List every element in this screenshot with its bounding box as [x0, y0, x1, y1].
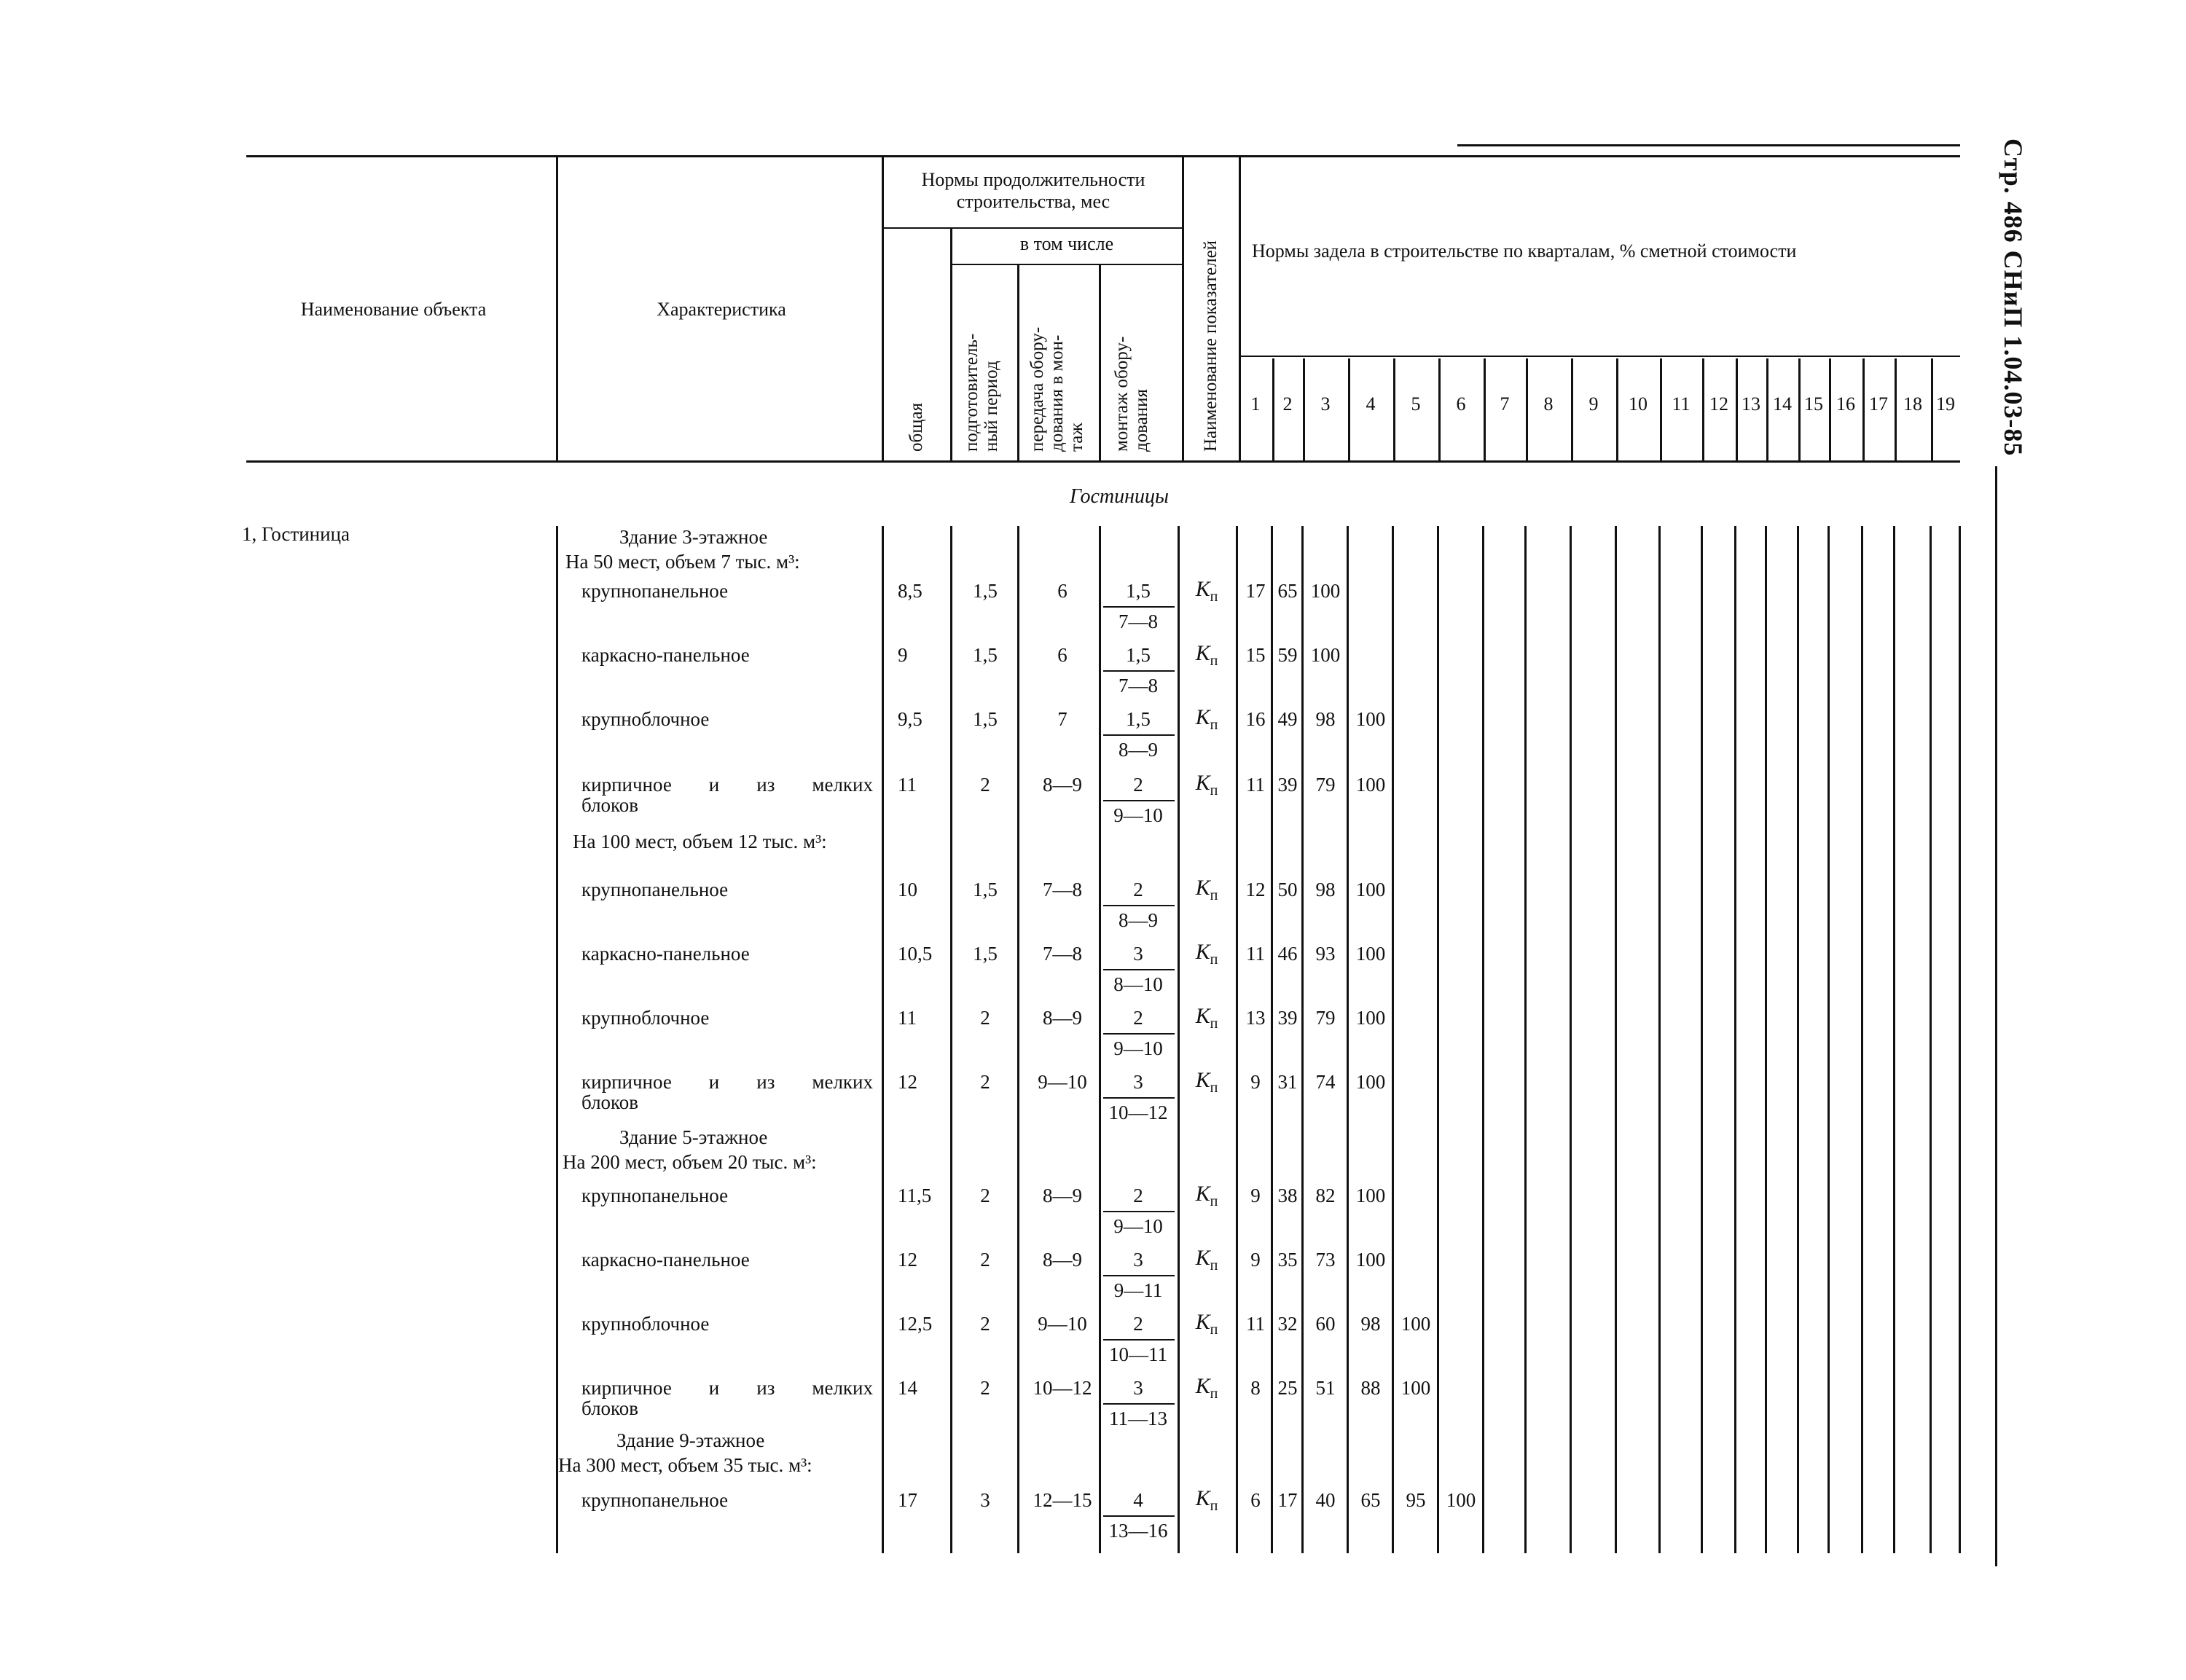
object-name: 1, Гостиница: [242, 523, 350, 545]
quarter-body-line: [1347, 526, 1349, 1553]
quarter-header-15: 15: [1804, 393, 1823, 415]
quarter-header-8: 8: [1543, 393, 1554, 415]
quarter-value: 11: [1246, 943, 1265, 965]
header-col-line: [1017, 265, 1019, 460]
row-install-range: 9—11: [1113, 1279, 1163, 1301]
row-total: 11: [898, 1007, 917, 1029]
row-install: 3: [1133, 943, 1143, 965]
quarter-value: 98: [1315, 879, 1336, 900]
header-equipment-install: монтаж обору- дования: [1112, 336, 1151, 452]
quarter-value: 39: [1277, 1007, 1298, 1029]
row-preparatory: 3: [980, 1489, 990, 1511]
header-col-line: [1239, 157, 1241, 460]
install-fraction-line: [1103, 969, 1175, 970]
row-total: 9,5: [898, 708, 922, 730]
indicator-letter: К: [1195, 577, 1210, 601]
row-install-range: 9—10: [1113, 1215, 1163, 1237]
indicator-letter: К: [1195, 1374, 1210, 1398]
row-indicator: [1196, 1182, 1218, 1210]
quarter-body-line: [1301, 526, 1304, 1553]
group-label: Здание 5-этажное: [619, 1126, 768, 1148]
quarter-value: 49: [1277, 708, 1298, 730]
row-indicator: [1196, 876, 1218, 904]
quarter-header-line: [1616, 358, 1618, 460]
quarter-body-line: [1930, 526, 1932, 1553]
quarter-value: 12: [1245, 879, 1266, 900]
indicator-subscript: п: [1210, 1498, 1218, 1514]
row-preparatory: 2: [980, 1249, 990, 1271]
row-preparatory: 1,5: [973, 708, 998, 730]
quarter-value: 35: [1277, 1249, 1298, 1271]
quarter-header-line: [1272, 358, 1274, 460]
row-name: крупноблочное: [581, 1313, 710, 1335]
row-preparatory: 2: [980, 1313, 990, 1335]
row-preparatory: 2: [980, 1007, 990, 1029]
install-fraction-line: [1103, 606, 1175, 608]
install-fraction-line: [1103, 734, 1175, 736]
row-total: 14: [898, 1377, 917, 1399]
row-indicator: [1196, 771, 1218, 799]
body-col-line: [556, 526, 558, 1553]
header-col-line: [1099, 265, 1101, 460]
row-name: кирпичное и из мелких: [581, 1071, 873, 1093]
row-indicator: [1196, 641, 1218, 670]
indicator-subscript: п: [1210, 782, 1218, 798]
quarter-value: 9: [1250, 1249, 1261, 1271]
header-total: общая: [906, 402, 926, 452]
row-indicator: [1196, 577, 1218, 605]
quarter-header-line: [1736, 358, 1738, 460]
row-install-range: 13—16: [1108, 1520, 1168, 1542]
row-indicator: [1196, 705, 1218, 734]
row-total: 8,5: [898, 580, 922, 602]
side-divider: [1995, 466, 1997, 1566]
quarter-value: 25: [1277, 1377, 1298, 1399]
row-name: крупноблочное: [581, 708, 710, 730]
backlog-sub-rule: [1239, 356, 1960, 357]
quarter-body-line: [1701, 526, 1703, 1553]
install-fraction-line: [1103, 1403, 1175, 1405]
row-name: крупнопанельное: [581, 580, 729, 602]
row-install-range: 10—12: [1108, 1102, 1168, 1123]
body-col-line: [1017, 526, 1019, 1553]
header-top-rule: [246, 155, 1960, 157]
quarter-header-3: 3: [1320, 393, 1331, 415]
row-preparatory: 2: [980, 774, 990, 796]
group-label: Здание 9-этажное: [616, 1429, 765, 1451]
install-fraction-line: [1103, 800, 1175, 801]
quarter-header-line: [1931, 358, 1933, 460]
row-name-continued: блоков: [581, 794, 639, 816]
quarter-body-line: [1615, 526, 1617, 1553]
row-preparatory: 2: [980, 1071, 990, 1093]
quarter-value: 46: [1277, 943, 1298, 965]
row-indicator: [1196, 1004, 1218, 1032]
quarter-value: 100: [1355, 1185, 1386, 1206]
row-transfer: 8—9: [1043, 1007, 1082, 1029]
quarter-header-16: 16: [1836, 393, 1855, 415]
header-object-name: Наименование объекта: [300, 299, 487, 320]
row-transfer: 7—8: [1043, 879, 1082, 900]
row-name: каркасно-панельное: [581, 644, 750, 666]
row-install: 2: [1133, 1185, 1143, 1206]
row-transfer: 7—8: [1043, 943, 1082, 965]
row-transfer: 9—10: [1038, 1071, 1087, 1093]
row-indicator: [1196, 1068, 1218, 1096]
row-name: крупноблочное: [581, 1007, 710, 1029]
indicator-letter: К: [1195, 1310, 1210, 1334]
quarter-body-line: [1827, 526, 1830, 1553]
row-name: каркасно-панельное: [581, 943, 750, 965]
row-total: 12: [898, 1249, 917, 1271]
row-total: 10: [898, 879, 917, 900]
quarter-value: 100: [1400, 1313, 1431, 1335]
quarter-body-line: [1482, 526, 1484, 1553]
row-name: каркасно-панельное: [581, 1249, 750, 1271]
quarter-body-line: [1893, 526, 1895, 1553]
quarter-value: 15: [1245, 644, 1266, 666]
row-install-range: 10—11: [1109, 1343, 1167, 1365]
install-fraction-line: [1103, 1097, 1175, 1099]
quarter-header-line: [1660, 358, 1662, 460]
indicator-letter: К: [1195, 1246, 1210, 1270]
install-fraction-line: [1103, 905, 1175, 906]
quarter-value: 39: [1277, 774, 1298, 796]
row-install-range: 7—8: [1119, 611, 1158, 632]
group-label: На 50 мест, объем 7 тыс. м³:: [565, 551, 800, 573]
indicator-subscript: п: [1210, 887, 1218, 903]
header-equipment-transfer: передача обору- дования в мон- таж: [1027, 326, 1086, 452]
row-transfer: 7: [1057, 708, 1067, 730]
row-transfer: 9—10: [1038, 1313, 1087, 1335]
quarter-body-line: [1437, 526, 1439, 1553]
quarter-header-11: 11: [1672, 393, 1691, 415]
row-total: 12: [898, 1071, 917, 1093]
quarter-header-1: 1: [1250, 393, 1261, 415]
quarter-body-line: [1570, 526, 1572, 1553]
quarter-header-19: 19: [1936, 393, 1955, 415]
quarter-value: 65: [1360, 1489, 1381, 1511]
row-transfer: 8—9: [1043, 1185, 1082, 1206]
row-install-range: 7—8: [1119, 675, 1158, 696]
quarter-body-line: [1734, 526, 1736, 1553]
quarter-value: 9: [1250, 1071, 1261, 1093]
header-col-line: [1182, 157, 1184, 460]
quarter-value: 98: [1360, 1313, 1381, 1335]
indicator-subscript: п: [1210, 717, 1218, 733]
body-col-line: [1236, 526, 1238, 1553]
row-name: кирпичное и из мелких: [581, 774, 873, 796]
install-fraction-line: [1103, 1339, 1175, 1341]
row-install: 3: [1133, 1377, 1143, 1399]
body-col-line: [1099, 526, 1101, 1553]
header-top-rule-right: [1457, 144, 1960, 146]
header-duration-norms: Нормы продолжительности строительства, мес: [921, 169, 1145, 212]
quarter-header-line: [1526, 358, 1528, 460]
row-install-range: 9—10: [1113, 804, 1163, 826]
indicator-letter: К: [1195, 1182, 1210, 1206]
row-install-range: 8—9: [1119, 909, 1158, 931]
row-transfer: 8—9: [1043, 1249, 1082, 1271]
quarter-value: 93: [1315, 943, 1336, 965]
body-col-line: [1178, 526, 1180, 1553]
quarter-value: 60: [1315, 1313, 1336, 1335]
quarter-value: 98: [1315, 708, 1336, 730]
indicator-letter: К: [1195, 1004, 1210, 1028]
install-fraction-line: [1103, 1275, 1175, 1276]
header-indicator-name: Наименование показателей: [1201, 240, 1221, 452]
indicator-letter: К: [1195, 940, 1210, 964]
quarter-body-line: [1271, 526, 1273, 1553]
header-backlog-norms: Нормы задела в строительстве по кварталам, % сметной стоимости: [1252, 240, 1797, 262]
including-sub-rule: [952, 264, 1183, 265]
quarter-value: 82: [1315, 1185, 1336, 1206]
group-label: На 100 мест, объем 12 тыс. м³:: [573, 831, 827, 852]
quarter-body-line: [1861, 526, 1863, 1553]
quarter-header-4: 4: [1366, 393, 1376, 415]
quarter-header-2: 2: [1282, 393, 1293, 415]
quarter-value: 11: [1246, 1313, 1265, 1335]
row-preparatory: 2: [980, 1185, 990, 1206]
row-install: 1,5: [1126, 708, 1151, 730]
quarter-header-line: [1702, 358, 1704, 460]
quarter-header-13: 13: [1742, 393, 1760, 415]
body-col-line: [882, 526, 884, 1553]
quarter-header-line: [1303, 358, 1305, 460]
quarter-value: 51: [1315, 1377, 1336, 1399]
header-preparatory: подготовитель- ный период: [962, 333, 1001, 452]
row-install: 2: [1133, 774, 1143, 796]
row-transfer: 10—12: [1033, 1377, 1092, 1399]
quarter-value: 100: [1355, 879, 1386, 900]
row-install: 1,5: [1126, 580, 1151, 602]
quarter-value: 100: [1355, 1007, 1386, 1029]
quarter-header-6: 6: [1456, 393, 1466, 415]
quarter-value: 59: [1277, 644, 1298, 666]
indicator-subscript: п: [1210, 653, 1218, 669]
quarter-value: 17: [1245, 580, 1266, 602]
indicator-letter: К: [1195, 771, 1210, 795]
row-preparatory: 1,5: [973, 879, 998, 900]
quarter-value: 16: [1245, 708, 1266, 730]
quarter-header-line: [1438, 358, 1441, 460]
quarter-header-5: 5: [1411, 393, 1421, 415]
row-name: кирпичное и из мелких: [581, 1377, 873, 1399]
body-col-line: [950, 526, 952, 1553]
indicator-letter: К: [1195, 641, 1210, 665]
quarter-value: 79: [1315, 774, 1336, 796]
row-indicator: [1196, 1374, 1218, 1402]
row-preparatory: 1,5: [973, 644, 998, 666]
quarter-value: 100: [1355, 774, 1386, 796]
quarter-header-line: [1348, 358, 1350, 460]
indicator-letter: К: [1195, 705, 1210, 729]
quarter-header-line: [1484, 358, 1486, 460]
quarter-value: 100: [1310, 580, 1341, 602]
group-label: На 300 мест, объем 35 тыс. м³:: [558, 1454, 812, 1476]
quarter-value: 95: [1406, 1489, 1426, 1511]
row-install: 2: [1133, 1313, 1143, 1335]
quarter-header-line: [1393, 358, 1395, 460]
quarter-header-12: 12: [1709, 393, 1728, 415]
quarter-value: 40: [1315, 1489, 1336, 1511]
row-transfer: 8—9: [1043, 774, 1082, 796]
row-install: 2: [1133, 1007, 1143, 1029]
install-fraction-line: [1103, 1515, 1175, 1517]
indicator-subscript: п: [1210, 1322, 1218, 1338]
quarter-header-line: [1798, 358, 1801, 460]
quarter-value: 100: [1355, 708, 1386, 730]
indicator-letter: К: [1195, 876, 1210, 900]
quarter-value: 88: [1360, 1377, 1381, 1399]
indicator-subscript: п: [1210, 1080, 1218, 1096]
quarter-value: 65: [1277, 580, 1298, 602]
quarter-header-7: 7: [1500, 393, 1510, 415]
row-indicator: [1196, 940, 1218, 968]
quarter-value: 100: [1355, 943, 1386, 965]
header-col-line: [556, 157, 558, 460]
duration-sub-rule: [883, 227, 1183, 229]
section-title: Гостиницы: [1070, 485, 1169, 508]
row-install-range: 8—10: [1113, 973, 1163, 995]
quarter-body-line: [1959, 526, 1961, 1553]
quarter-value: 6: [1250, 1489, 1261, 1511]
row-install: 3: [1133, 1249, 1143, 1271]
quarter-value: 8: [1250, 1377, 1261, 1399]
quarter-header-14: 14: [1773, 393, 1792, 415]
row-install-range: 8—9: [1119, 739, 1158, 761]
row-transfer: 6: [1057, 580, 1067, 602]
row-preparatory: 1,5: [973, 580, 998, 602]
indicator-subscript: п: [1210, 951, 1218, 967]
quarter-header-line: [1895, 358, 1897, 460]
quarter-value: 32: [1277, 1313, 1298, 1335]
header-col-line: [950, 229, 952, 460]
group-label: На 200 мест, объем 20 тыс. м³:: [563, 1151, 817, 1173]
row-install: 3: [1133, 1071, 1143, 1093]
quarter-value: 100: [1400, 1377, 1431, 1399]
row-name-continued: блоков: [581, 1091, 639, 1113]
quarter-value: 100: [1355, 1071, 1386, 1093]
indicator-letter: К: [1195, 1068, 1210, 1092]
header-col-line: [882, 157, 884, 460]
group-label: Здание 3-этажное: [619, 526, 768, 548]
indicator-subscript: п: [1210, 1386, 1218, 1402]
row-total: 11: [898, 774, 917, 796]
indicator-subscript: п: [1210, 1193, 1218, 1209]
row-install: 4: [1133, 1489, 1143, 1511]
quarter-value: 100: [1355, 1249, 1386, 1271]
quarter-value: 73: [1315, 1249, 1336, 1271]
row-name: крупнопанельное: [581, 1489, 729, 1511]
quarter-header-10: 10: [1629, 393, 1648, 415]
quarter-value: 79: [1315, 1007, 1336, 1029]
quarter-value: 50: [1277, 879, 1298, 900]
quarter-header-9: 9: [1588, 393, 1599, 415]
quarter-value: 74: [1315, 1071, 1336, 1093]
row-indicator: [1196, 1246, 1218, 1274]
quarter-header-18: 18: [1903, 393, 1922, 415]
row-transfer: 12—15: [1033, 1489, 1092, 1511]
page-side-title: Стр. 486 СНиП 1.04.03-85: [1999, 138, 2028, 457]
quarter-header-line: [1571, 358, 1573, 460]
row-total: 12,5: [898, 1313, 933, 1335]
install-fraction-line: [1103, 1211, 1175, 1212]
row-indicator: [1196, 1486, 1218, 1515]
row-preparatory: 2: [980, 1377, 990, 1399]
indicator-subscript: п: [1210, 1016, 1218, 1032]
quarter-header-line: [1829, 358, 1831, 460]
row-transfer: 6: [1057, 644, 1067, 666]
quarter-value: 17: [1277, 1489, 1298, 1511]
header-characteristic: Характеристика: [657, 299, 786, 320]
header-including: в том числе: [1019, 233, 1114, 254]
quarter-value: 31: [1277, 1071, 1298, 1093]
quarter-body-line: [1797, 526, 1799, 1553]
indicator-letter: К: [1195, 1486, 1210, 1510]
quarter-header-line: [1862, 358, 1865, 460]
indicator-subscript: п: [1210, 1257, 1218, 1273]
row-name-continued: блоков: [581, 1397, 639, 1419]
row-indicator: [1196, 1310, 1218, 1338]
quarter-header-line: [1766, 358, 1768, 460]
quarter-value: 38: [1277, 1185, 1298, 1206]
quarter-body-line: [1765, 526, 1767, 1553]
row-install: 1,5: [1126, 644, 1151, 666]
row-total: 9: [898, 644, 908, 666]
row-name: крупнопанельное: [581, 879, 729, 900]
quarter-value: 100: [1310, 644, 1341, 666]
row-install-range: 11—13: [1109, 1408, 1167, 1429]
row-name: крупнопанельное: [581, 1185, 729, 1206]
quarter-value: 9: [1250, 1185, 1261, 1206]
header-bottom-rule: [246, 460, 1960, 463]
quarter-value: 13: [1245, 1007, 1266, 1029]
install-fraction-line: [1103, 670, 1175, 672]
row-preparatory: 1,5: [973, 943, 998, 965]
row-install: 2: [1133, 879, 1143, 900]
quarter-body-line: [1392, 526, 1394, 1553]
quarter-body-line: [1524, 526, 1527, 1553]
install-fraction-line: [1103, 1033, 1175, 1035]
quarter-body-line: [1658, 526, 1661, 1553]
quarter-header-17: 17: [1869, 393, 1888, 415]
row-total: 17: [898, 1489, 917, 1511]
quarter-value: 100: [1446, 1489, 1476, 1511]
row-total: 10,5: [898, 943, 933, 965]
row-total: 11,5: [898, 1185, 932, 1206]
row-install-range: 9—10: [1113, 1037, 1163, 1059]
quarter-value: 11: [1246, 774, 1265, 796]
indicator-subscript: п: [1210, 589, 1218, 605]
